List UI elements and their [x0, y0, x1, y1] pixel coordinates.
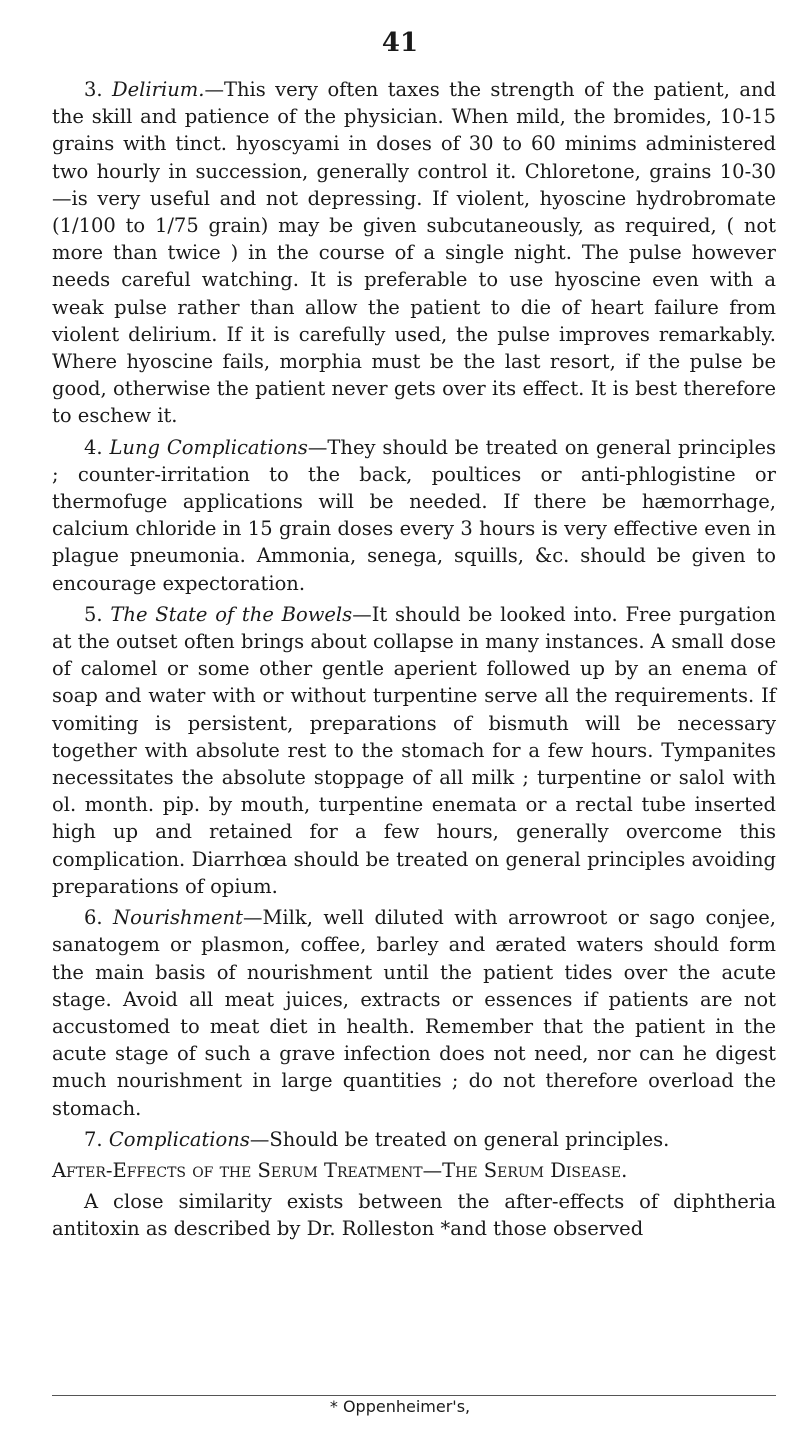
section-text: —Milk, well diluted with arrowroot or sago conjee, sanatogem or plasmon, coffee, barley and ærated waters should form the main basis of nourishment until the patient tides over the acute stage. Avoid all meat juices, extracts or essences if patients are not accustomed to meat diet in health. Remember that the patient in the acute stage of such a grave infection does not need, nor can he digest much nourishment in large quantities ; do not therefore overload the stomach.: [52, 906, 777, 1120]
closing-paragraph: A close similarity exists between the after-effects of diphtheria antitoxin as described by Dr. Rolleston *and those observed: [52, 1190, 776, 1241]
section-number: 4.: [84, 435, 103, 459]
section-number: 6.: [84, 906, 103, 930]
section-text: —This very often taxes the strength of the patient, and the skill and patience of the physician. When mild, the bromides, 10-15 grains with tinct. hyoscyami in doses of 30 to 60 minims administered two hourly in succession, generally control it. Chloretone, grains 10-30—is very useful and not depressing. If violent, hyoscine hydrobromate (1/100 to 1/75 grain) may be given subcutaneously, as required, ( not more than twice ) in the course of a single night. The pulse however needs careful watching. It is preferable to use hyoscine even with a weak pulse rather than allow the patient to die of heart failure from violent delirium. If it is carefully used, the pulse improves remarkably. Where hyoscine fails, morphia must be the last resort, if the pulse be good, otherwise the patient never gets over its effect. It is best therefore to eschew it.: [52, 78, 776, 428]
section-title: The State of the Bowels: [110, 602, 353, 626]
section-complications: [52, 1126, 776, 1153]
section-text: —Should be treated on general principles.: [249, 1127, 670, 1151]
footnote-divider: [52, 1395, 776, 1396]
section-delirium: [52, 76, 776, 430]
section-nourishment: [52, 904, 776, 1122]
page-number: 41: [381, 28, 419, 58]
section-title: Delirium.: [112, 78, 205, 101]
section-title: Nourishment: [113, 906, 243, 930]
section-title: Complications: [108, 1127, 250, 1151]
body-text: [52, 76, 776, 1247]
section-lung-complications: [52, 434, 776, 597]
serum-disease-heading: After-Effects of the Serum Treatment—The Serum Disease.: [52, 1158, 628, 1182]
section-state-of-bowels: [52, 601, 776, 900]
section-number: 3.: [84, 78, 103, 101]
section-text: —It should be looked into. Free purgation at the outset often brings about collapse in many instances. A small dose of calomel or some other gentle aperient followed up by an enema of soap and water with or without turpentine serve all the requirements. If vomiting is persistent, preparations of bismuth will be necessary together with absolute rest to the stomach for a few hours. Tympanites necessitates the absolute stoppage of all milk ; turpentine or salol with ol. month. pip. by mouth, turpentine enemata or a rectal tube inserted high up and retained for a few hours, generally overcome this complication. Diarrhœa should be treated on general principles avoiding preparations of opium.: [52, 602, 776, 898]
section-number: 5.: [84, 602, 103, 626]
section-title: Lung Complications: [109, 435, 308, 459]
footnote: * Oppenheimer's,: [329, 1397, 471, 1416]
section-number: 7.: [84, 1127, 103, 1151]
section-text: —They should be treated on general principles ; counter-irritation to the back, poultices or anti-phlogistine or thermofuge applications will be needed. If there be hæmorrhage, calcium chloride in 15 grain doses every 3 hours is very effective even in plague pneumonia. Ammonia, senega, squills, &c. should be given to encourage expectoration.: [52, 435, 777, 595]
